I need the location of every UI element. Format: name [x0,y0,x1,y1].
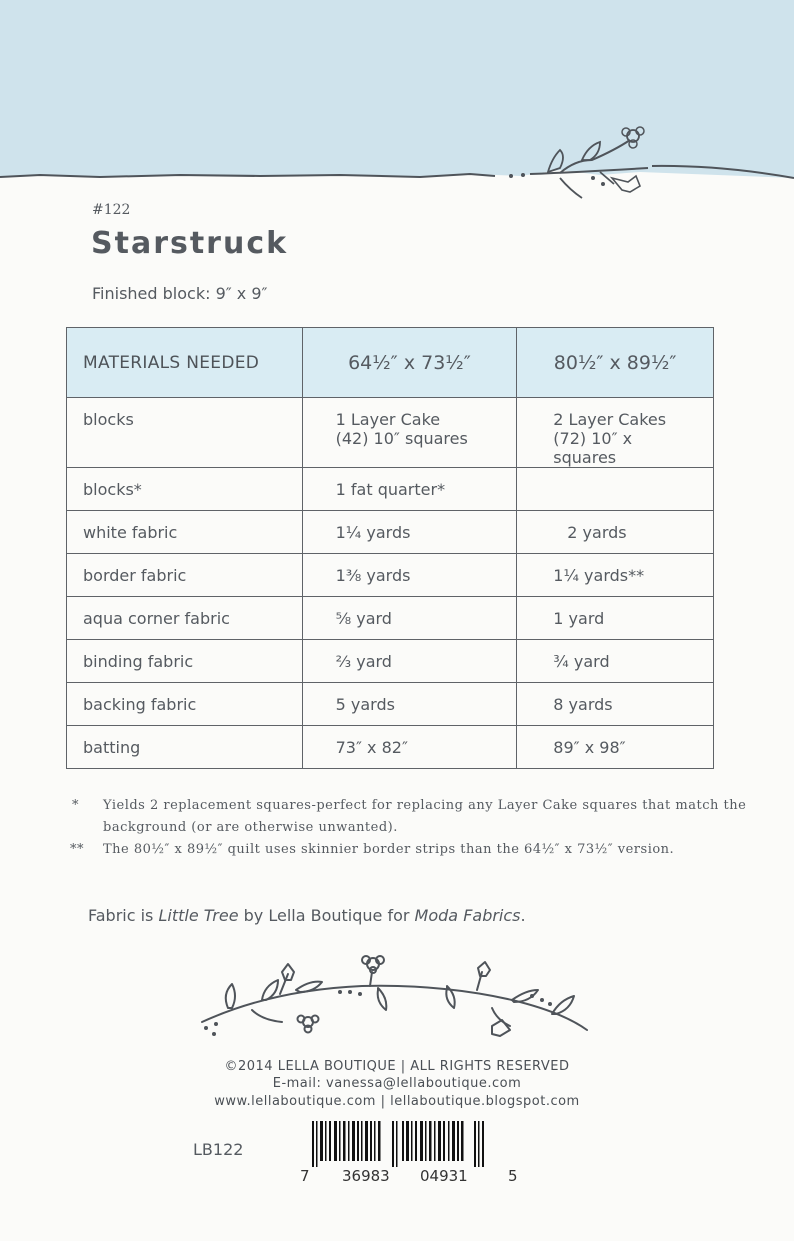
table-row [67,468,714,511]
barcode-group-1: 36983 [342,1167,390,1185]
footnote-text: Yields 2 replacement squares-perfect for replacing any Layer Cake squares that match the background (or are otherwise unwanted). [103,798,747,835]
material-name: batting [67,726,303,769]
fabric-collection-name: Little Tree [158,906,239,925]
table-header-row [67,328,714,398]
barcode-digit-first: 7 [300,1167,310,1185]
email-line: E-mail: vanessa@lellaboutique.com [272,1076,522,1091]
amount-small [302,398,517,468]
barcode-digit-last: 5 [508,1167,518,1185]
material-name: backing fabric [67,683,303,726]
material-name: white fabric [67,511,303,554]
websites-line: www.lellaboutique.com | lellaboutique.blogspot.com [214,1094,580,1109]
pattern-title: Starstruck [91,226,289,261]
table-row [67,511,714,554]
footnotes [70,795,750,861]
amount-large: 1 yard [517,597,714,640]
fabric-credit-suffix: . [520,906,526,925]
table-row [67,726,714,769]
header-materials: MATERIALS NEEDED [67,328,303,398]
barcode-icon [294,1121,506,1169]
amount-small-line2: (42) 10″ squares [335,429,468,448]
amount-large: 2 yards [517,511,714,554]
amount-small: ⅔ yard [302,640,517,683]
floral-vine-illustration [192,950,592,1045]
footnote-marker: ** [70,842,84,857]
amount-large [517,398,714,468]
footnote-marker: * [72,798,79,813]
header-size-small: 64½″ x 73½″ [302,328,517,398]
footnote [70,795,750,839]
materials-table [66,327,714,769]
finished-block-size: Finished block: 9″ x 9″ [92,284,268,303]
amount-large: 1¼ yards** [517,554,714,597]
amount-large-line2: (72) 10″ x squares [553,429,633,467]
copyright-line: ©2014 LELLA BOUTIQUE | ALL RIGHTS RESERVED [224,1059,570,1074]
material-name: binding fabric [67,640,303,683]
header-size-large: 80½″ x 89½″ [517,328,714,398]
material-name: aqua corner fabric [67,597,303,640]
footnote-text: The 80½″ x 89½″ quilt uses skinnier border strips than the 64½″ x 73½″ version. [103,842,675,857]
fabric-credit-middle: by Lella Boutique for [238,906,415,925]
table-row [67,683,714,726]
amount-small: 1⅜ yards [302,554,517,597]
barcode-group-2: 04931 [420,1167,468,1185]
banner-illustration [0,0,794,200]
amount-large: 8 yards [517,683,714,726]
material-name: blocks* [67,468,303,511]
amount-large [517,468,714,511]
table-row [67,597,714,640]
amount-small: ⅝ yard [302,597,517,640]
amount-small: 1¼ yards [302,511,517,554]
amount-small: 1 fat quarter* [302,468,517,511]
header-banner [0,0,794,190]
fabric-brand-name: Moda Fabrics [414,906,521,925]
material-name: border fabric [67,554,303,597]
amount-small-line1: 1 Layer Cake [335,410,441,429]
product-sku: LB122 [193,1140,244,1159]
table-row [67,640,714,683]
amount-large-line1: 2 Layer Cakes [553,410,667,429]
table-row [67,398,714,468]
fabric-credit-prefix: Fabric is [88,906,159,925]
material-name: blocks [67,398,303,468]
amount-large: 89″ x 98″ [517,726,714,769]
pattern-number: #122 [92,202,131,218]
table-row [67,554,714,597]
footnote [70,839,750,861]
amount-small: 73″ x 82″ [302,726,517,769]
amount-large: ¾ yard [517,640,714,683]
amount-small: 5 yards [302,683,517,726]
fabric-credit [88,906,526,925]
